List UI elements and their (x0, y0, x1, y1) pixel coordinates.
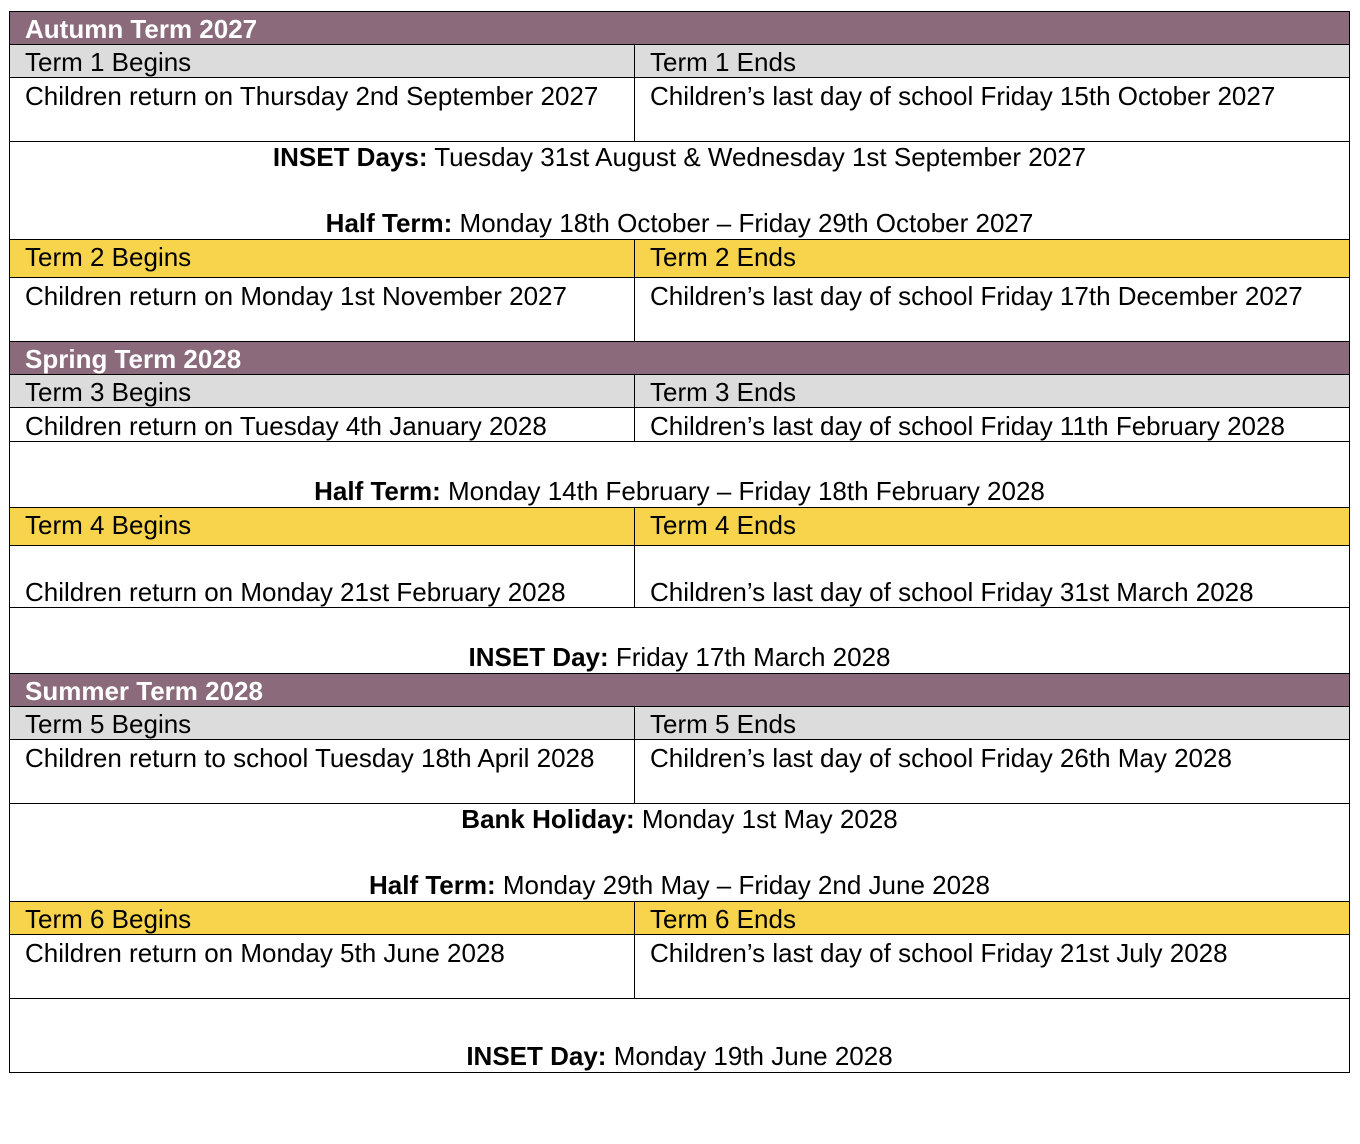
term-3-label-row (10, 375, 1350, 408)
summer-inset-row (10, 999, 1350, 1073)
summer-term-header (10, 674, 1350, 707)
term-6-begins-text: Children return on Monday 5th June 2028 (10, 935, 635, 999)
term-3-ends-label: Term 3 Ends (635, 375, 1350, 408)
term-3-ends-text: Children’s last day of school Friday 11th February 2028 (635, 408, 1350, 442)
bank-holiday-text: Monday 1st May 2028 (634, 804, 898, 834)
term-5-label-row (10, 707, 1350, 740)
autumn-notes (10, 142, 1350, 240)
term-4-begins-text: Children return on Monday 21st February 2028 (10, 546, 635, 608)
inset-days-label: INSET Days: (272, 142, 428, 172)
term-2-label-row (10, 240, 1350, 278)
summer-inset-notes (10, 999, 1350, 1073)
inset-days-note (10, 142, 1349, 172)
half-term-label: Half Term: (314, 476, 441, 506)
term-2-begins-text: Children return on Monday 1st November 2027 (10, 278, 635, 342)
summer-half-term-note (10, 870, 1349, 900)
inset-day-text: Monday 19th June 2028 (606, 1041, 893, 1071)
bank-holiday-note (10, 804, 1349, 834)
summer-term-title: Summer Term 2028 (10, 674, 1350, 707)
inset-days-text: Tuesday 31st August & Wednesday 1st September 2027 (427, 142, 1087, 172)
term-1-begins-text: Children return on Thursday 2nd September 2027 (10, 78, 635, 142)
inset-day-note (10, 642, 1349, 672)
term-1-label-row (10, 45, 1350, 78)
term-5-ends-text: Children’s last day of school Friday 26th May 2028 (635, 740, 1350, 804)
spring-half-term-note (10, 476, 1349, 506)
autumn-term-title: Autumn Term 2027 (10, 12, 1350, 45)
term-1-ends-label: Term 1 Ends (635, 45, 1350, 78)
autumn-notes-row (10, 142, 1350, 240)
term-3-detail-row (10, 408, 1350, 442)
half-term-text: Monday 29th May – Friday 2nd June 2028 (495, 870, 990, 900)
spring-term-header (10, 342, 1350, 375)
term-3-begins-label: Term 3 Begins (10, 375, 635, 408)
term-4-detail-row (10, 546, 1350, 608)
inset-day-text: Friday 17th March 2028 (608, 642, 891, 672)
spring-half-term-row (10, 442, 1350, 508)
bank-holiday-label: Bank Holiday: (461, 804, 635, 834)
term-6-ends-label: Term 6 Ends (635, 902, 1350, 935)
term-6-detail-row (10, 935, 1350, 999)
half-term-label: Half Term: (325, 208, 453, 238)
note-spacer (10, 834, 1349, 870)
term-4-begins-label: Term 4 Begins (10, 508, 635, 546)
inset-day-label: INSET Day: (468, 642, 609, 672)
half-term-text: Monday 18th October – Friday 29th October 2027 (452, 208, 1034, 238)
spring-inset-row (10, 608, 1350, 674)
autumn-half-term-note (10, 208, 1349, 238)
term-dates-table (9, 11, 1350, 1073)
half-term-text: Monday 14th February – Friday 18th February 2028 (440, 476, 1045, 506)
term-5-ends-label: Term 5 Ends (635, 707, 1350, 740)
half-term-label: Half Term: (369, 870, 496, 900)
note-spacer (10, 172, 1349, 208)
summer-notes (10, 804, 1350, 902)
term-6-ends-text: Children’s last day of school Friday 21st July 2028 (635, 935, 1350, 999)
term-2-ends-text: Children’s last day of school Friday 17th December 2027 (635, 278, 1350, 342)
term-4-ends-text: Children’s last day of school Friday 31st March 2028 (635, 546, 1350, 608)
summer-notes-row (10, 804, 1350, 902)
term-1-detail-row (10, 78, 1350, 142)
term-2-detail-row (10, 278, 1350, 342)
autumn-term-header (10, 12, 1350, 45)
spring-notes (10, 442, 1350, 508)
spring-term-title: Spring Term 2028 (10, 342, 1350, 375)
term-5-begins-label: Term 5 Begins (10, 707, 635, 740)
term-3-begins-text: Children return on Tuesday 4th January 2028 (10, 408, 635, 442)
term-1-begins-label: Term 1 Begins (10, 45, 635, 78)
term-6-begins-label: Term 6 Begins (10, 902, 635, 935)
term-6-label-row (10, 902, 1350, 935)
term-5-begins-text: Children return to school Tuesday 18th April 2028 (10, 740, 635, 804)
inset-day-note (10, 1041, 1349, 1071)
term-2-begins-label: Term 2 Begins (10, 240, 635, 278)
term-4-label-row (10, 508, 1350, 546)
inset-day-label: INSET Day: (466, 1041, 607, 1071)
spring-inset-notes (10, 608, 1350, 674)
term-4-ends-label: Term 4 Ends (635, 508, 1350, 546)
term-1-ends-text: Children’s last day of school Friday 15th October 2027 (635, 78, 1350, 142)
term-5-detail-row (10, 740, 1350, 804)
term-2-ends-label: Term 2 Ends (635, 240, 1350, 278)
